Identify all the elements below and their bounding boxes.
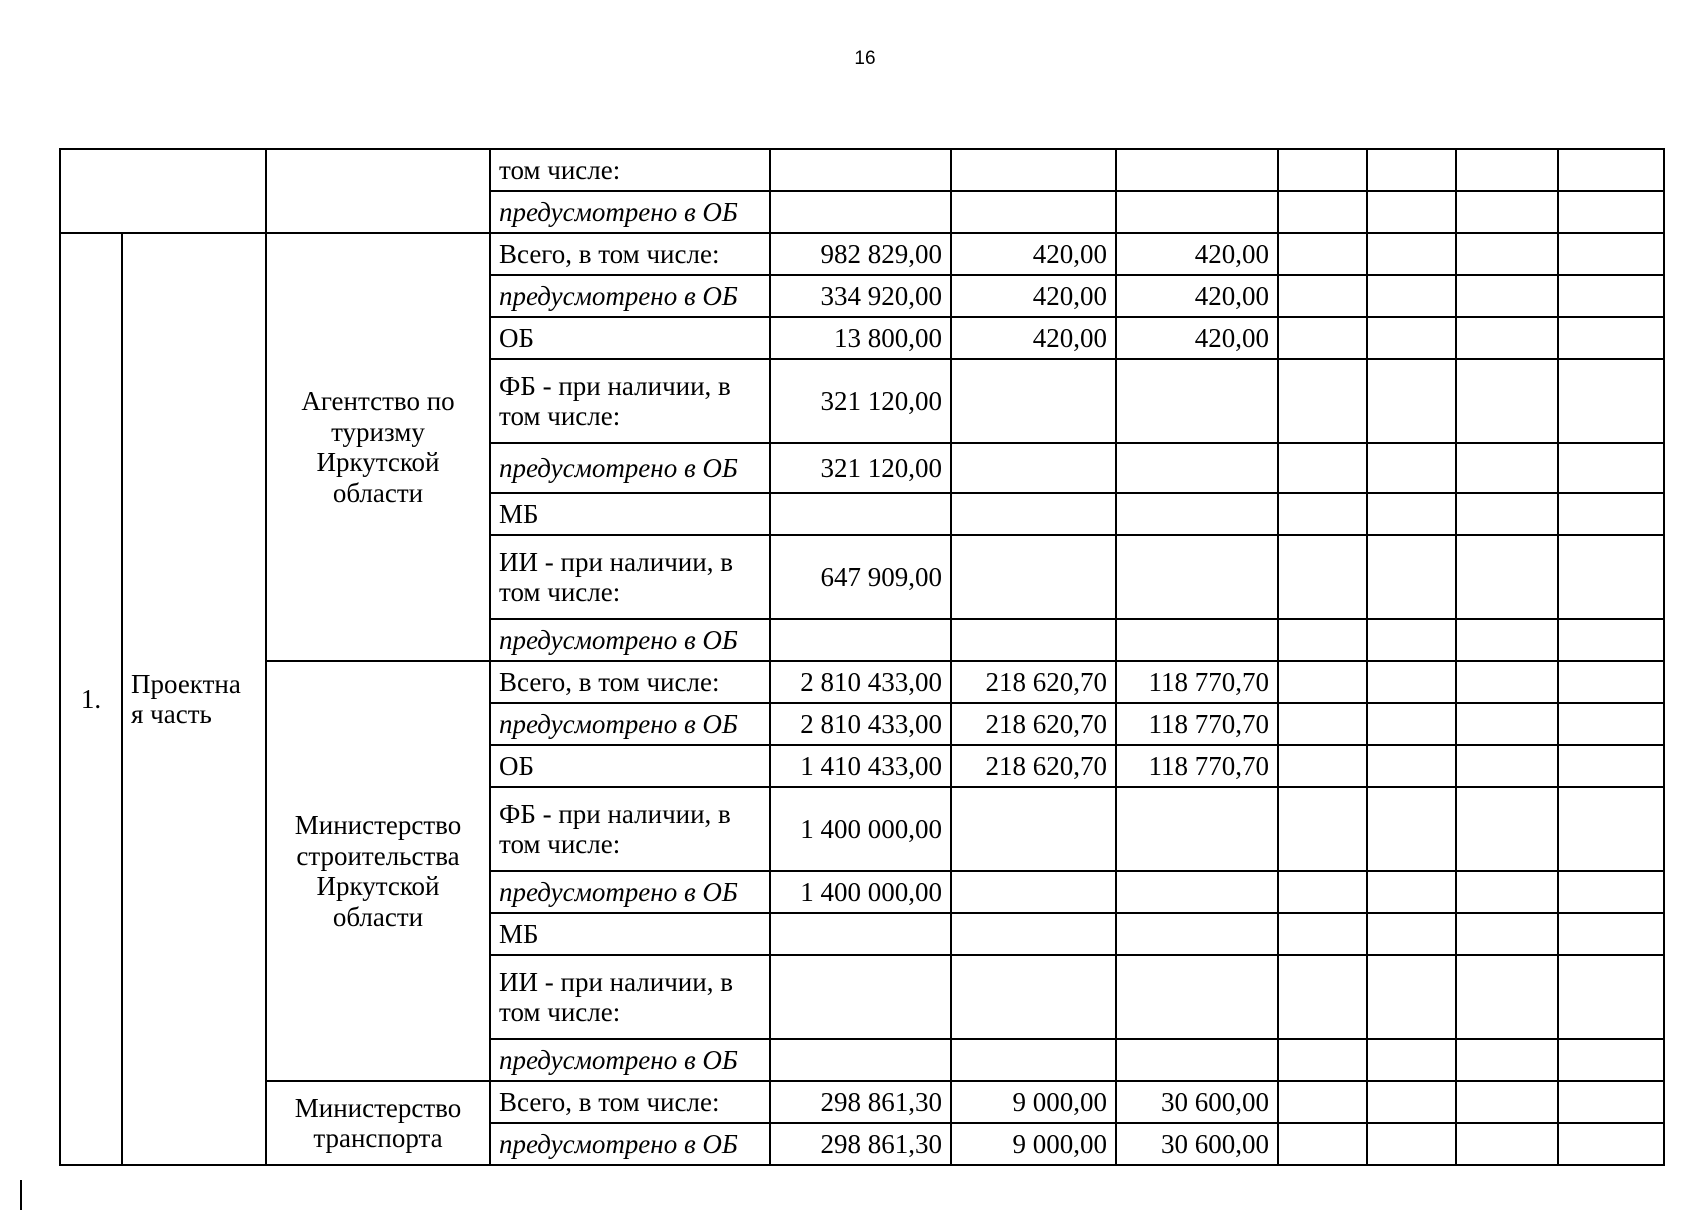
empty-cell (1456, 619, 1558, 661)
value-cell (951, 619, 1116, 661)
value-cell (1116, 1039, 1278, 1081)
row-label: предусмотрено в ОБ (490, 703, 770, 745)
value-cell: 118 770,70 (1116, 661, 1278, 703)
value-cell: 298 861,30 (770, 1123, 951, 1165)
empty-cell (1558, 535, 1664, 619)
value-cell (770, 955, 951, 1039)
empty-cell (1367, 317, 1456, 359)
empty-cell (1367, 1123, 1456, 1165)
empty-cell (1558, 787, 1664, 871)
empty-cell (1456, 787, 1558, 871)
empty-cell (1558, 149, 1664, 191)
value-cell (1116, 871, 1278, 913)
empty-cell (1367, 191, 1456, 233)
empty-cell (1116, 149, 1278, 191)
empty-cell (1367, 913, 1456, 955)
empty-cell (1278, 317, 1367, 359)
value-cell: 420,00 (1116, 275, 1278, 317)
value-cell: 1 410 433,00 (770, 745, 951, 787)
empty-cell (1456, 913, 1558, 955)
value-cell (951, 787, 1116, 871)
empty-cell (1367, 703, 1456, 745)
empty-cell (1367, 275, 1456, 317)
margin-mark (20, 1180, 22, 1210)
row-label: Всего, в том числе: (490, 661, 770, 703)
empty-cell (1278, 955, 1367, 1039)
empty-cell (1558, 359, 1664, 443)
row-label: Всего, в том числе: (490, 1081, 770, 1123)
value-cell (951, 443, 1116, 493)
empty-cell (1456, 871, 1558, 913)
value-cell (1116, 443, 1278, 493)
value-cell (951, 535, 1116, 619)
value-cell: 1 400 000,00 (770, 787, 951, 871)
value-cell: 2 810 433,00 (770, 703, 951, 745)
empty-cell (1278, 275, 1367, 317)
row-label: ОБ (490, 745, 770, 787)
value-cell: 420,00 (1116, 233, 1278, 275)
value-cell (1116, 913, 1278, 955)
empty-cell (1367, 661, 1456, 703)
value-cell: 218 620,70 (951, 661, 1116, 703)
value-cell (770, 493, 951, 535)
value-cell (1116, 619, 1278, 661)
row-label: предусмотрено в ОБ (490, 275, 770, 317)
empty-cell (1558, 443, 1664, 493)
continuation-org-cell (266, 149, 490, 233)
empty-cell (1558, 1123, 1664, 1165)
empty-cell (1456, 493, 1558, 535)
empty-cell (1558, 955, 1664, 1039)
row-label: предусмотрено в ОБ (490, 1039, 770, 1081)
value-cell: 420,00 (951, 233, 1116, 275)
empty-cell (1558, 703, 1664, 745)
value-cell: 2 810 433,00 (770, 661, 951, 703)
empty-cell (1278, 443, 1367, 493)
row-label: предусмотрено в ОБ (490, 871, 770, 913)
empty-cell (1278, 493, 1367, 535)
empty-cell (1456, 275, 1558, 317)
empty-cell (1558, 913, 1664, 955)
empty-cell (1278, 913, 1367, 955)
row-label: МБ (490, 913, 770, 955)
value-cell: 218 620,70 (951, 745, 1116, 787)
empty-cell (1456, 317, 1558, 359)
value-cell: 218 620,70 (951, 703, 1116, 745)
empty-cell (1367, 1081, 1456, 1123)
empty-cell (1278, 535, 1367, 619)
empty-cell (1367, 871, 1456, 913)
empty-cell (1278, 149, 1367, 191)
empty-cell (1278, 1123, 1367, 1165)
empty-cell (1456, 1123, 1558, 1165)
value-cell: 30 600,00 (1116, 1081, 1278, 1123)
value-cell (1116, 493, 1278, 535)
value-cell: 13 800,00 (770, 317, 951, 359)
empty-cell (951, 191, 1116, 233)
row-label: предусмотрено в ОБ (490, 443, 770, 493)
row-label: ИИ - при наличии, в том числе: (490, 535, 770, 619)
empty-cell (1456, 535, 1558, 619)
row-label: том числе: (490, 149, 770, 191)
empty-cell (1278, 359, 1367, 443)
value-cell: 647 909,00 (770, 535, 951, 619)
value-cell (951, 493, 1116, 535)
empty-cell (1367, 233, 1456, 275)
empty-cell (1367, 1039, 1456, 1081)
row-label: предусмотрено в ОБ (490, 1123, 770, 1165)
row-label: ИИ - при наличии, в том числе: (490, 955, 770, 1039)
empty-cell (1456, 955, 1558, 1039)
empty-cell (1367, 443, 1456, 493)
budget-table (59, 148, 1665, 1166)
value-cell (951, 871, 1116, 913)
value-cell: 321 120,00 (770, 359, 951, 443)
value-cell (951, 955, 1116, 1039)
value-cell: 1 400 000,00 (770, 871, 951, 913)
row-label: Всего, в том числе: (490, 233, 770, 275)
value-cell: 420,00 (1116, 317, 1278, 359)
value-cell (951, 359, 1116, 443)
empty-cell (1278, 233, 1367, 275)
value-cell (1116, 535, 1278, 619)
empty-cell (1558, 1081, 1664, 1123)
value-cell: 9 000,00 (951, 1081, 1116, 1123)
empty-cell (1558, 317, 1664, 359)
value-cell (770, 619, 951, 661)
org-name: Министерство транспорта (266, 1081, 490, 1165)
table-row (60, 1081, 1664, 1123)
empty-cell (1456, 359, 1558, 443)
row-label: предусмотрено в ОБ (490, 619, 770, 661)
empty-cell (1456, 1039, 1558, 1081)
value-cell: 298 861,30 (770, 1081, 951, 1123)
empty-cell (1278, 1081, 1367, 1123)
table-row (60, 149, 1664, 191)
empty-cell (1456, 443, 1558, 493)
row-label: ФБ - при наличии, в том числе: (490, 787, 770, 871)
value-cell: 321 120,00 (770, 443, 951, 493)
empty-cell (1558, 493, 1664, 535)
value-cell (1116, 955, 1278, 1039)
value-cell (951, 913, 1116, 955)
empty-cell (1278, 661, 1367, 703)
empty-cell (1558, 619, 1664, 661)
row-label: МБ (490, 493, 770, 535)
org-name: Агентство по туризму Иркутской области (266, 233, 490, 661)
empty-cell (951, 149, 1116, 191)
value-cell (951, 1039, 1116, 1081)
empty-cell (1558, 871, 1664, 913)
row-index: 1. (60, 233, 122, 1165)
value-cell (770, 1039, 951, 1081)
empty-cell (1278, 745, 1367, 787)
empty-cell (1558, 1039, 1664, 1081)
row-name: Проектна я часть (122, 233, 266, 1165)
empty-cell (1456, 191, 1558, 233)
empty-cell (1367, 619, 1456, 661)
empty-cell (1456, 1081, 1558, 1123)
empty-cell (1367, 787, 1456, 871)
value-cell (1116, 787, 1278, 871)
empty-cell (1558, 233, 1664, 275)
empty-cell (1278, 619, 1367, 661)
empty-cell (770, 191, 951, 233)
empty-cell (770, 149, 951, 191)
empty-cell (1456, 745, 1558, 787)
empty-cell (1278, 703, 1367, 745)
empty-cell (1278, 191, 1367, 233)
empty-cell (1278, 1039, 1367, 1081)
value-cell: 9 000,00 (951, 1123, 1116, 1165)
value-cell: 420,00 (951, 317, 1116, 359)
value-cell: 982 829,00 (770, 233, 951, 275)
value-cell: 334 920,00 (770, 275, 951, 317)
org-name: Министерство строительства Иркутской области (266, 661, 490, 1081)
table-row (60, 233, 1664, 275)
empty-cell (1367, 535, 1456, 619)
empty-cell (1367, 955, 1456, 1039)
empty-cell (1558, 191, 1664, 233)
empty-cell (1456, 149, 1558, 191)
empty-cell (1367, 745, 1456, 787)
empty-cell (1278, 871, 1367, 913)
empty-cell (1558, 661, 1664, 703)
empty-cell (1558, 275, 1664, 317)
empty-cell (1116, 191, 1278, 233)
row-label: ФБ - при наличии, в том числе: (490, 359, 770, 443)
empty-cell (1367, 359, 1456, 443)
row-label: предусмотрено в ОБ (490, 191, 770, 233)
empty-cell (1367, 493, 1456, 535)
value-cell: 118 770,70 (1116, 745, 1278, 787)
continuation-cell (60, 149, 266, 233)
empty-cell (1456, 703, 1558, 745)
table-row (60, 661, 1664, 703)
empty-cell (1558, 745, 1664, 787)
empty-cell (1367, 149, 1456, 191)
row-label: ОБ (490, 317, 770, 359)
empty-cell (1456, 233, 1558, 275)
value-cell (770, 913, 951, 955)
value-cell: 118 770,70 (1116, 703, 1278, 745)
value-cell: 420,00 (951, 275, 1116, 317)
value-cell (1116, 359, 1278, 443)
value-cell: 30 600,00 (1116, 1123, 1278, 1165)
empty-cell (1456, 661, 1558, 703)
page-number: 16 (854, 48, 876, 69)
empty-cell (1278, 787, 1367, 871)
